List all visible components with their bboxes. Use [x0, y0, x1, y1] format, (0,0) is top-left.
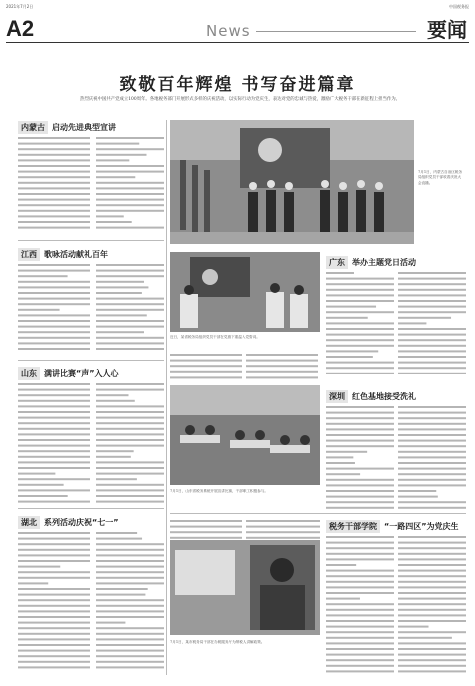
- photo-caption: 7月1日，某市税务局干部在办税服务厅为纳税人讲解政策。: [170, 640, 265, 644]
- article-body: [326, 270, 394, 374]
- article-headline: 启动先进典型宣讲: [52, 123, 116, 132]
- photo-classroom: [170, 385, 320, 485]
- top-info-bar: [6, 2, 469, 12]
- photo-service-hall: [170, 540, 320, 635]
- paper-name: 中国税务报: [449, 4, 469, 9]
- main-headline: 致敬百年辉煌 书写奋进篇章: [119, 75, 356, 95]
- divider: [18, 508, 164, 509]
- lede-text: 热烈庆祝中国共产党成立100周年。各地税务部门开展形式多样的庆祝活动，以实际行动为党庆生，表达对党的忠诚与热爱，激励广大税务干部在新征程上担当作为。: [79, 97, 401, 102]
- article-body: [96, 135, 164, 231]
- region-tag: 税务干部学院: [326, 520, 380, 533]
- article-body: [96, 381, 164, 503]
- article-body: [326, 404, 394, 510]
- article-title-academy: [326, 520, 459, 533]
- section-cn: 要闻: [427, 18, 467, 42]
- region-tag: 湖北: [18, 516, 40, 529]
- article-headline: 系列活动庆祝“七一”: [44, 518, 119, 527]
- region-tag: 深圳: [326, 390, 348, 403]
- article-body: [96, 530, 164, 670]
- article-body: [326, 534, 394, 674]
- region-tag: 江西: [18, 248, 40, 261]
- article-title-jiangxi: [18, 248, 108, 261]
- article-body: [18, 135, 90, 231]
- region-tag: 山东: [18, 367, 40, 380]
- photo-caption: 7月1日，内蒙古自治区税务局组织党员干部收看庆祝大会直播。: [418, 170, 463, 185]
- photo-main: [170, 120, 414, 244]
- photo-caption: 7月1日，山东省税务系统开展宣讲比赛，干部职工积极参与。: [170, 489, 269, 493]
- header-rule: [256, 31, 416, 32]
- article-headline: 举办主题党日活动: [352, 258, 416, 267]
- article-headline: 满讲比赛“声”入人心: [44, 369, 119, 378]
- article-body: [398, 404, 466, 510]
- issue-date: 2021年7月2日: [6, 4, 34, 9]
- article-body: [170, 352, 242, 382]
- article-body: [246, 352, 318, 382]
- article-title-guangdong: [326, 256, 416, 269]
- article-headline: 歌咏活动献礼百年: [44, 250, 108, 259]
- divider: [170, 513, 466, 514]
- region-tag: 广东: [326, 256, 348, 269]
- page-header: [6, 12, 469, 43]
- article-body: [398, 534, 466, 674]
- region-tag: 内蒙古: [18, 121, 48, 134]
- article-body: [18, 262, 90, 354]
- article-title-hubei: [18, 516, 119, 529]
- section-en: News: [206, 22, 251, 40]
- article-headline: “一路四区”为党庆生: [384, 522, 459, 531]
- divider: [18, 360, 164, 361]
- column-divider: [166, 120, 167, 675]
- page-number: A2: [6, 16, 35, 41]
- photo-oath: [170, 252, 320, 332]
- article-headline: 红色基地接受洗礼: [352, 392, 416, 401]
- article-body: [18, 381, 90, 503]
- article-title-shandong: [18, 367, 119, 380]
- article-title-shenzhen: [326, 390, 416, 403]
- photo-caption: 近日，某省税务局组织党员干部在党旗下重温入党誓词。: [170, 335, 260, 339]
- article-body: [18, 530, 90, 670]
- article-body: [96, 262, 164, 354]
- article-body: [398, 270, 466, 374]
- divider: [18, 240, 164, 241]
- article-title-neimenggu: [18, 121, 116, 134]
